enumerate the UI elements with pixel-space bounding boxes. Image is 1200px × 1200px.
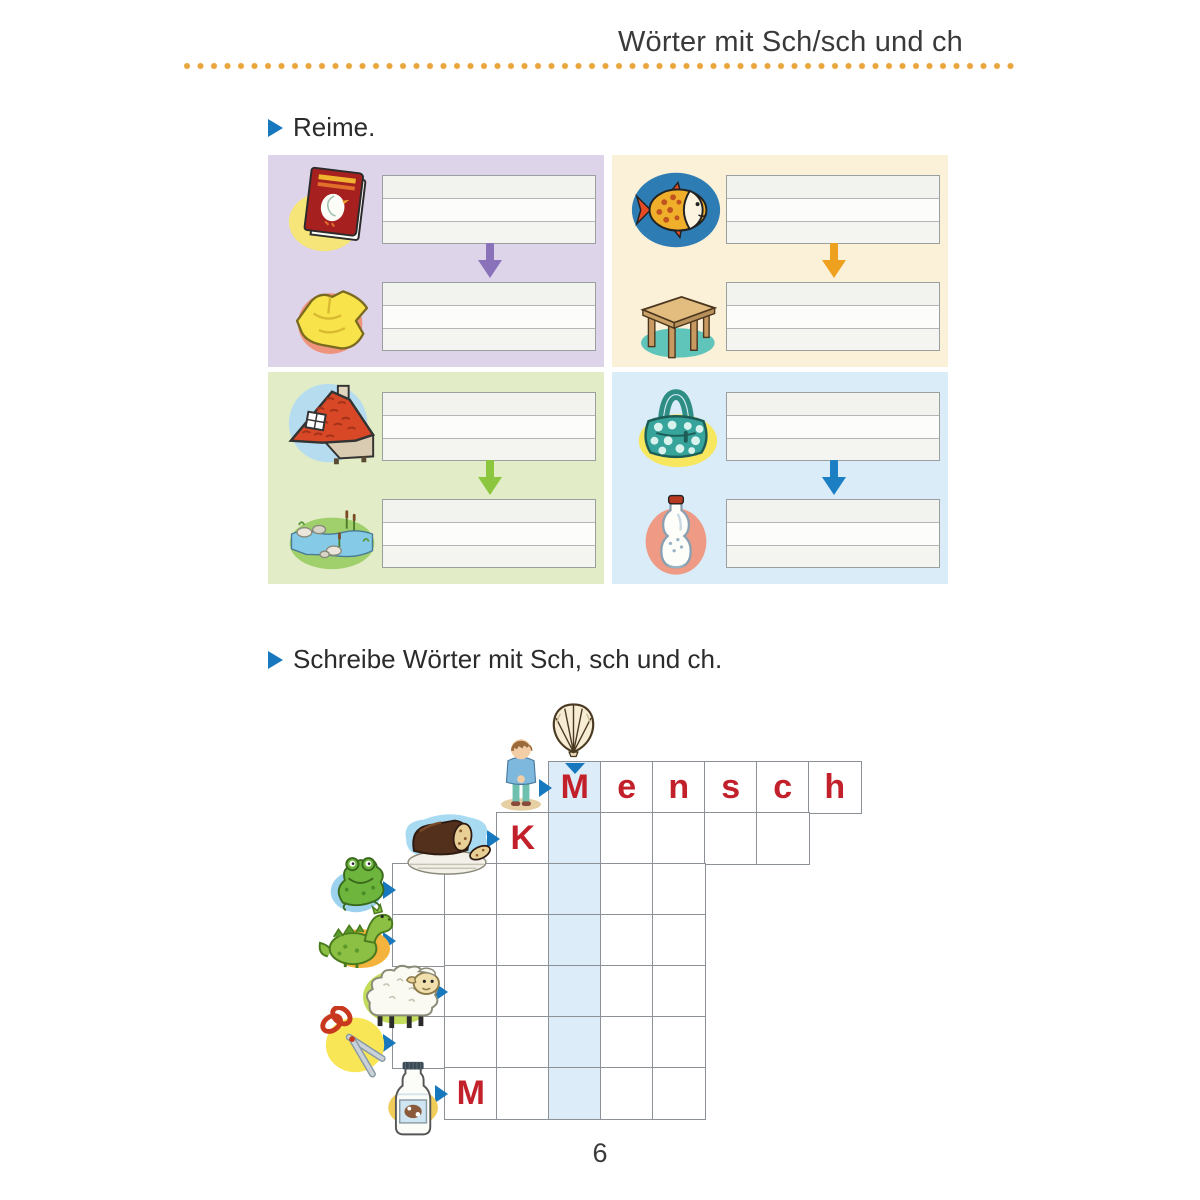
writing-lines[interactable]	[726, 175, 940, 244]
writing-lines[interactable]	[382, 392, 596, 461]
house-icon	[282, 378, 382, 476]
crossword-cell[interactable]	[652, 812, 706, 865]
rhyme-quadrant-green	[268, 372, 604, 584]
page-number: 6	[592, 1138, 608, 1168]
crossword-cell[interactable]	[600, 812, 654, 865]
writing-lines[interactable]	[382, 499, 596, 568]
shell-icon	[543, 696, 604, 763]
crossword-cell[interactable]	[600, 863, 654, 916]
page-title: Wörter mit Sch/sch und ch	[617, 26, 963, 58]
section-schreibe-header	[268, 644, 722, 675]
section-label: Schreibe Wörter mit Sch, sch und ch.	[293, 644, 723, 674]
rhyme-quadrant-blue	[612, 372, 948, 584]
crossword-cell[interactable]	[548, 914, 602, 967]
crossword-cell[interactable]	[704, 812, 758, 865]
crossword-cell[interactable]	[652, 914, 706, 967]
crossword-cell[interactable]	[600, 914, 654, 967]
person-icon	[498, 734, 544, 812]
down-arrow-icon	[476, 460, 504, 496]
crossword-cell[interactable]	[652, 863, 706, 916]
dotted-divider	[183, 62, 1019, 70]
crossword-cell[interactable]: h	[808, 761, 862, 814]
crossword-cell[interactable]: n	[652, 761, 706, 814]
bottle-icon	[626, 490, 726, 582]
crossword-cell[interactable]: K	[496, 812, 550, 865]
section-reime-header	[268, 112, 375, 143]
crossword-cell[interactable]	[496, 914, 550, 967]
column-marker-icon	[565, 763, 585, 774]
rhyme-quadrant-cream	[612, 155, 948, 367]
crossword-cell[interactable]	[548, 1016, 602, 1069]
crossword-cell[interactable]	[652, 1067, 706, 1120]
down-arrow-icon	[820, 460, 848, 496]
triangle-bullet-icon	[268, 119, 283, 137]
crossword-cell[interactable]	[444, 965, 498, 1018]
fish-icon	[626, 161, 726, 259]
crossword-cell[interactable]	[548, 812, 602, 865]
crossword-cell[interactable]	[600, 1067, 654, 1120]
crossword-cell[interactable]	[444, 1016, 498, 1069]
down-arrow-icon	[476, 243, 504, 279]
bag-icon	[626, 378, 726, 476]
crossword-cell[interactable]: s	[704, 761, 758, 814]
crossword-cell[interactable]: c	[756, 761, 810, 814]
crossword-cell[interactable]	[600, 965, 654, 1018]
crossword-cell[interactable]	[496, 1016, 550, 1069]
crossword-cell[interactable]	[444, 914, 498, 967]
table-icon	[626, 273, 726, 365]
crossword-cell[interactable]	[496, 1067, 550, 1120]
crossword-cell[interactable]	[548, 965, 602, 1018]
crossword-cell[interactable]	[548, 1067, 602, 1120]
crossword-cell[interactable]	[652, 965, 706, 1018]
milk-bottle-icon	[386, 1058, 444, 1142]
triangle-bullet-icon	[268, 651, 283, 669]
book-icon	[282, 161, 382, 259]
crossword-cell[interactable]	[496, 965, 550, 1018]
writing-lines[interactable]	[726, 499, 940, 568]
scissors-icon	[316, 1006, 394, 1078]
cloth-icon	[282, 273, 382, 365]
crossword-cell[interactable]	[496, 863, 550, 916]
down-arrow-icon	[820, 243, 848, 279]
writing-lines[interactable]	[382, 282, 596, 351]
crossword-cell[interactable]	[756, 812, 810, 865]
crossword-cell[interactable]	[548, 863, 602, 916]
writing-lines[interactable]	[382, 175, 596, 244]
pond-icon	[282, 490, 382, 582]
writing-lines[interactable]	[726, 282, 940, 351]
crossword-cell[interactable]	[600, 1016, 654, 1069]
crossword-cell[interactable]: e	[600, 761, 654, 814]
rhyme-quadrant-purple	[268, 155, 604, 367]
crossword-cell[interactable]: M	[444, 1067, 498, 1120]
cake-icon	[398, 806, 496, 878]
crossword-cell[interactable]	[652, 1016, 706, 1069]
section-label: Reime.	[293, 112, 376, 142]
writing-lines[interactable]	[726, 392, 940, 461]
crossword-cell[interactable]: M	[548, 761, 602, 814]
